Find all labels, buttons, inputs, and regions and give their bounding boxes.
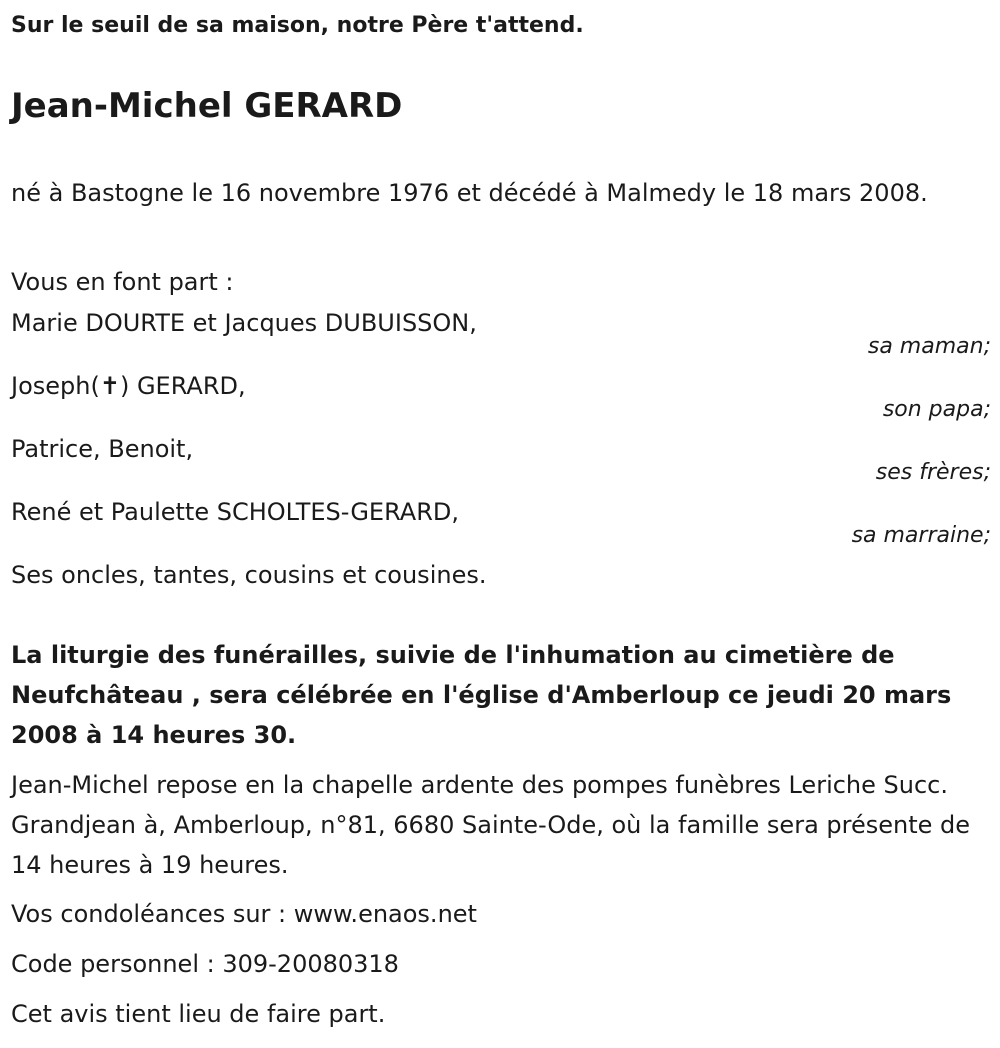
family-member-role: sa marraine; bbox=[851, 523, 991, 548]
family-member-role: ses frères; bbox=[875, 460, 991, 485]
family-member-names: René et Paulette SCHOLTES-GERARD, bbox=[11, 498, 459, 526]
condolences-link-text: Vos condoléances sur : www.enaos.net bbox=[11, 900, 477, 928]
family-member-names: Marie DOURTE et Jacques DUBUISSON, bbox=[11, 309, 477, 337]
family-member-names: Patrice, Benoit, bbox=[11, 435, 194, 463]
birth-death-text: né à Bastogne le 16 novembre 1976 et décédé à Malmedy le 18 mars 2008. bbox=[11, 179, 928, 207]
epigraph: Sur le seuil de sa maison, notre Père t'attend. bbox=[11, 13, 584, 38]
family-member-role: son papa; bbox=[882, 397, 991, 422]
announcers-intro: Vous en font part : bbox=[11, 268, 234, 296]
family-member-role: sa maman; bbox=[867, 334, 991, 359]
funeral-notice: La liturgie des funérailles, suivie de l'inhumation au cimetière de Neufchâteau , sera célébrée en l'église d'Amberloup ce jeudi 20 mars 2008 à 14 heures 30. bbox=[11, 641, 952, 749]
extended-family: Ses oncles, tantes, cousins et cousines. bbox=[11, 561, 487, 589]
deceased-name: Jean-Michel GERARD bbox=[11, 86, 403, 126]
personal-code: Code personnel : 309-20080318 bbox=[11, 950, 399, 978]
chapel-notice: Jean-Michel repose en la chapelle ardente des pompes funèbres Leriche Succ. Grandjean à, Amberloup, n°81, 6680 Sainte-Ode, où la famille sera présente de 14 heures à 19 heures. bbox=[11, 771, 971, 879]
closing-note: Cet avis tient lieu de faire part. bbox=[11, 1000, 386, 1028]
family-member-names: Joseph(✝) GERARD, bbox=[11, 372, 246, 400]
